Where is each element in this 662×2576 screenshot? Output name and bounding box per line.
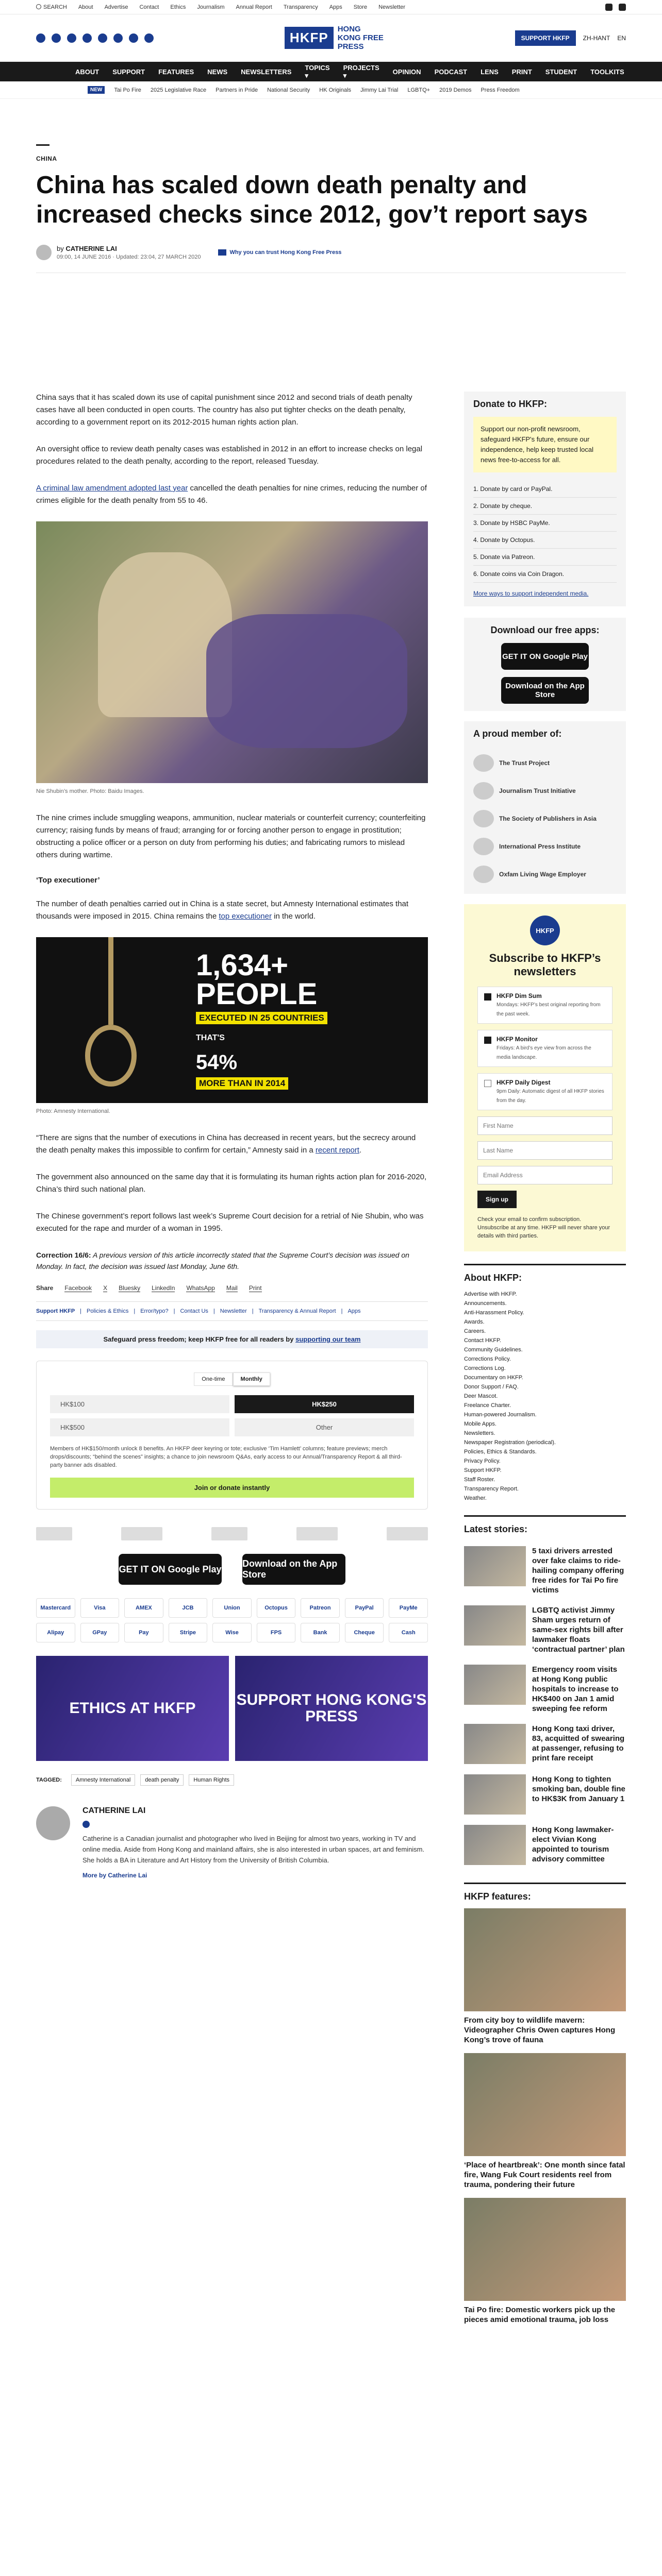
about-link[interactable]: Corrections Policy. bbox=[464, 1356, 511, 1362]
telegram-icon[interactable] bbox=[144, 33, 154, 43]
story-item[interactable]: Hong Kong to tighten smoking ban, double fine to HK$3K from January 1 bbox=[464, 1769, 626, 1820]
share-bluesky[interactable]: Bluesky bbox=[119, 1284, 141, 1292]
story-thumbnail bbox=[464, 1605, 526, 1646]
paragraph: The government also announced on the same day that it is formulating its human rights action plan for 2016-2020, China’s third such national plan. bbox=[36, 1173, 427, 1194]
subheading: ‘Top executioner’ bbox=[36, 876, 100, 885]
topbar-link[interactable]: Apps bbox=[329, 4, 342, 10]
paragraph: The nine crimes include smuggling weapons, ammunition, nuclear materials or counterfeit currency; counterfeiting currency; raising funds by means of fraud; arranging for or forcing another person to engage in prostitution; obstructing a police officer or a person on duty from performing his duties; and fabricating rumors to mislead others during wartime. bbox=[36, 814, 426, 859]
member-logo: International Press Institute bbox=[473, 836, 617, 857]
nav-item[interactable]: NEWSLETTERS bbox=[241, 67, 292, 76]
latest-stories bbox=[464, 1515, 626, 1870]
about-link[interactable]: Weather. bbox=[464, 1495, 487, 1501]
newsletter-fineprint: Check your email to confirm subscription. Unsubscribe at any time. HKFP will never share your details with third parties. bbox=[477, 1216, 610, 1239]
payment-logo: Bank bbox=[301, 1623, 340, 1642]
story-thumbnail bbox=[464, 1825, 526, 1865]
topbar-link[interactable]: Annual Report bbox=[236, 4, 272, 10]
first-name-field[interactable] bbox=[477, 1116, 613, 1135]
payment-logo: Stripe bbox=[169, 1623, 208, 1642]
paragraph: A criminal law amendment adopted last year cancelled the death penalties for nine crimes, reducing the number of crimes eligible for the death penalty from 55 to 46. bbox=[36, 484, 427, 505]
latest-title: Latest stories: bbox=[464, 1515, 626, 1541]
topbar-link[interactable]: Store bbox=[353, 4, 368, 10]
author-photo bbox=[36, 1806, 70, 1840]
correction-note: Correction 16/6: A previous version of this article incorrectly stated that the Supreme Court’s decision was issued on Monday. In fact, the decision was issued last Monday, June 6th. bbox=[36, 1251, 409, 1270]
story-thumbnail bbox=[464, 1665, 526, 1705]
more-ways-link[interactable]: More ways to support independent media. bbox=[473, 590, 589, 597]
google-play-badge[interactable]: GET IT ON Google Play bbox=[501, 643, 589, 670]
app-store-badge[interactable]: Download on the App Store bbox=[501, 677, 589, 704]
search-icon bbox=[36, 4, 41, 9]
amount-option[interactable]: HK$100 bbox=[50, 1395, 229, 1413]
share-bar: Share Facebook X Bluesky LinkedIn WhatsApp Mail Print bbox=[36, 1284, 262, 1292]
sopa-logo bbox=[211, 1527, 247, 1540]
apps-section bbox=[464, 618, 626, 711]
google-play-badge[interactable]: GET IT ON Google Play bbox=[119, 1554, 222, 1585]
signup-button[interactable]: Sign up bbox=[477, 1191, 517, 1208]
story-item[interactable]: Hong Kong taxi driver, 83, acquitted of swearing at passenger, refusing to print fare receipt bbox=[464, 1719, 626, 1769]
facebook-icon[interactable] bbox=[36, 33, 45, 43]
member-logo: The Trust Project bbox=[473, 753, 617, 773]
payment-logo: FPS bbox=[257, 1623, 296, 1642]
jti-logo bbox=[121, 1527, 162, 1540]
story-thumbnail bbox=[464, 1774, 526, 1815]
checkbox-checked[interactable] bbox=[484, 993, 491, 1001]
about-title: About HKFP: bbox=[464, 1264, 626, 1290]
footer-link[interactable]: Apps bbox=[347, 1308, 361, 1314]
about-link[interactable]: Contact HKFP. bbox=[464, 1337, 501, 1344]
x-icon[interactable] bbox=[52, 33, 61, 43]
tag[interactable]: Human Rights bbox=[189, 1774, 234, 1786]
tag[interactable]: Amnesty International bbox=[71, 1774, 135, 1786]
payment-logo: Cash bbox=[389, 1623, 428, 1642]
support-banner[interactable]: SUPPORT HONG KONG'S PRESS bbox=[235, 1656, 428, 1761]
payment-logo: PayPal bbox=[345, 1598, 384, 1618]
about-link[interactable]: Newsletters. bbox=[464, 1430, 495, 1436]
byline bbox=[36, 245, 626, 260]
whatsapp-icon[interactable] bbox=[129, 33, 138, 43]
trending-item[interactable]: 2025 Legislative Race bbox=[150, 87, 207, 93]
payment-logo: Mastercard bbox=[36, 1598, 75, 1618]
story-thumbnail bbox=[464, 1724, 526, 1764]
donate-intro: Support our non-profit newsroom, safeguard HKFP's future, ensure our independence, help keep trusted local news free-to-access for all. bbox=[473, 417, 617, 472]
nav-item[interactable]: OPINION bbox=[392, 67, 421, 76]
amount-options bbox=[50, 1395, 414, 1436]
newsletter-option[interactable]: HKFP Dim Sum Mondays: HKFP’s best original reporting from the past week. bbox=[477, 987, 613, 1024]
paragraph: An oversight office to review death penalty cases was established in 2012 in an effort to increase checks on legal procedures related to the death penalty, according to the report, released Tuesday. bbox=[36, 445, 423, 466]
story-item[interactable]: LGBTQ activist Jimmy Sham urges return of same-sex rights bill after lawmaker floats ‘contractual partner’ plan bbox=[464, 1600, 626, 1659]
about-link[interactable]: Privacy Policy. bbox=[464, 1458, 501, 1464]
footer-link[interactable]: Transparency & Annual Report bbox=[258, 1308, 336, 1314]
member-logo: The Society of Publishers in Asia bbox=[473, 808, 617, 829]
donate-option[interactable]: 3. Donate by HSBC PayMe. bbox=[473, 515, 617, 532]
payment-methods bbox=[36, 1598, 428, 1642]
donate-option[interactable]: 2. Donate by cheque. bbox=[473, 498, 617, 515]
frequency-toggle bbox=[50, 1372, 414, 1386]
site-logo[interactable] bbox=[285, 25, 384, 51]
about-link[interactable]: Support HKFP. bbox=[464, 1467, 502, 1473]
feature-image bbox=[464, 1908, 626, 2011]
member-logo: Journalism Trust Initiative bbox=[473, 781, 617, 801]
payment-logo: Cheque bbox=[345, 1623, 384, 1642]
topbar-link[interactable]: About bbox=[78, 4, 93, 10]
membership-note: Members of HK$150/month unlock 8 benefits. An HKFP deer keyring or tote; exclusive ‘Tim Hamlett’ columns; feature previews; merch drops/discounts; “behind the scenes” insights; a chance to join newsroom Q&As, early access to our Annual/Transparency Report & all third-party banner ads disabled. bbox=[50, 1446, 402, 1468]
paragraph: China says that it has scaled down its use of capital punishment since 2012 and second trials of death penalty cases have all been conducted in open courts. The country has also put tighter checks on the death penalty, according to a government report on its 2012-2015 human rights action plan. bbox=[36, 393, 412, 427]
about-link[interactable]: Careers. bbox=[464, 1328, 486, 1334]
nav-item[interactable]: STUDENT bbox=[545, 67, 577, 76]
story-item[interactable]: Emergency room visits at Hong Kong public hospitals to increase to HK$400 on Jan 1 amid sweeping fee reform bbox=[464, 1659, 626, 1719]
share-linkedin[interactable]: LinkedIn bbox=[152, 1284, 175, 1292]
about-link[interactable]: Human-powered Journalism. bbox=[464, 1412, 537, 1418]
nav-item[interactable]: LENS bbox=[481, 67, 499, 76]
donate-option[interactable]: 5. Donate via Patreon. bbox=[473, 549, 617, 566]
topbar-link[interactable]: Advertise bbox=[104, 4, 128, 10]
author-box bbox=[36, 1806, 428, 1879]
google-news-icon bbox=[218, 249, 226, 256]
nav-item[interactable]: SUPPORT bbox=[112, 67, 145, 76]
new-badge: NEW bbox=[88, 86, 105, 94]
email-field[interactable] bbox=[477, 1166, 613, 1184]
join-donate-button[interactable]: Join or donate instantly bbox=[50, 1478, 414, 1498]
youtube-icon[interactable] bbox=[82, 33, 92, 43]
payment-logo: Pay bbox=[124, 1623, 163, 1642]
last-name-field[interactable] bbox=[477, 1141, 613, 1160]
footer-link[interactable]: Policies & Ethics bbox=[87, 1308, 129, 1314]
trending-item[interactable]: Jimmy Lai Trial bbox=[360, 87, 399, 93]
checkbox-checked[interactable] bbox=[484, 1037, 491, 1044]
author-avatar bbox=[36, 245, 52, 260]
about-link[interactable]: Deer Mascot. bbox=[464, 1393, 498, 1399]
donate-option[interactable]: 4. Donate by Octopus. bbox=[473, 532, 617, 549]
newsletter-option[interactable]: HKFP Monitor Fridays: A bird’s eye view from across the media landscape. bbox=[477, 1030, 613, 1067]
trending-item[interactable]: 2019 Demos bbox=[439, 87, 472, 93]
donation-widget bbox=[36, 1361, 428, 1510]
feature-image bbox=[464, 2053, 626, 2156]
member-title: A proud member of: bbox=[473, 728, 562, 739]
about-link[interactable]: Freelance Charter. bbox=[464, 1402, 511, 1409]
facebook-icon[interactable] bbox=[82, 1821, 90, 1828]
tag[interactable]: death penalty bbox=[140, 1774, 184, 1786]
ethics-banner[interactable]: ETHICS AT HKFP bbox=[36, 1656, 229, 1761]
donate-section bbox=[464, 392, 626, 606]
features-title: HKFP features: bbox=[464, 1883, 626, 1908]
about-link[interactable]: Anti-Harassment Policy. bbox=[464, 1310, 524, 1316]
english-link[interactable]: EN bbox=[617, 34, 626, 42]
account-icon[interactable] bbox=[605, 4, 613, 11]
nav-item[interactable]: NEWS bbox=[207, 67, 228, 76]
infographic-stats: 1,634+ PEOPLE EXECUTED IN 25 COUNTRIES THAT'S 54% MORE THAN IN 2014 bbox=[191, 951, 327, 1090]
about-link[interactable]: Staff Roster. bbox=[464, 1477, 495, 1483]
article-body bbox=[36, 392, 428, 1879]
promo-banners bbox=[36, 1656, 428, 1761]
author-link[interactable]: CATHERINE LAI bbox=[65, 245, 117, 252]
hkfp-logo: HKFP bbox=[530, 916, 560, 945]
nav-item[interactable]: PODCAST bbox=[434, 67, 468, 76]
support-hkfp-button[interactable]: SUPPORT HKFP bbox=[515, 30, 576, 46]
nav-item[interactable]: TOPICS ▾ bbox=[305, 63, 330, 79]
category-rule bbox=[36, 144, 49, 146]
share-x[interactable]: X bbox=[103, 1284, 108, 1292]
payment-logo: JCB bbox=[169, 1598, 208, 1618]
topbar-link[interactable]: Transparency bbox=[283, 4, 318, 10]
about-link[interactable]: Announcements. bbox=[464, 1300, 507, 1307]
language-switch[interactable]: ZH-HANT bbox=[583, 34, 610, 42]
payment-logo: GPay bbox=[80, 1623, 120, 1642]
footer-link[interactable]: Error/typo? bbox=[140, 1308, 169, 1314]
app-store-badge[interactable]: Download on the App Store bbox=[242, 1554, 345, 1585]
bluesky-icon[interactable] bbox=[113, 33, 123, 43]
member-section bbox=[464, 721, 626, 894]
checkbox-unchecked[interactable] bbox=[484, 1080, 491, 1087]
instagram-icon[interactable] bbox=[67, 33, 76, 43]
nav-item[interactable]: PROJECTS ▾ bbox=[343, 63, 379, 79]
about-link[interactable]: Policies, Ethics & Standards. bbox=[464, 1449, 537, 1455]
author-name[interactable]: CATHERINE LAI bbox=[82, 1806, 146, 1815]
about-link[interactable]: Donor Support / FAQ. bbox=[464, 1384, 519, 1390]
story-item[interactable]: Hong Kong lawmaker-elect Vivian Kong appointed to tourism advisory committee bbox=[464, 1820, 626, 1870]
top-utility-bar bbox=[0, 0, 662, 14]
payment-logo: Visa bbox=[80, 1598, 120, 1618]
logo-text: HONG KONG FREE PRESS bbox=[337, 25, 384, 51]
noose-illustration bbox=[36, 937, 191, 1103]
inline-link[interactable]: top executioner bbox=[219, 912, 272, 921]
article-photo bbox=[36, 521, 428, 783]
share-mail[interactable]: Mail bbox=[226, 1284, 238, 1292]
payment-logo: AMEX bbox=[124, 1598, 163, 1618]
photo-caption: Nie Shubin’s mother. Photo: Baidu Images. bbox=[36, 788, 144, 794]
safeguard-banner: Safeguard press freedom; keep HKFP free for all readers by supporting our team bbox=[36, 1330, 428, 1348]
amount-option[interactable]: HK$500 bbox=[50, 1418, 229, 1436]
about-link[interactable]: Documentary on HKFP. bbox=[464, 1375, 523, 1381]
article-date: 09:00, 14 JUNE 2016 · Updated: 23:04, 27 MARCH 2020 bbox=[57, 254, 201, 260]
trending-item[interactable]: LGBTQ+ bbox=[407, 87, 431, 93]
amount-option-selected[interactable]: HK$250 bbox=[235, 1395, 414, 1413]
author-bio: Catherine is a Canadian journalist and photographer who lived in Beijing for almost two years, working in TV and online media. Aside from Hong Kong and mainland affairs, she is also interested in urban spaces, art and feminism. She holds a BA in Literature and Art History from the University of British Columbia. bbox=[82, 1835, 425, 1864]
amount-option-other[interactable]: Other bbox=[235, 1418, 414, 1436]
payment-logo: Union bbox=[212, 1598, 252, 1618]
trending-item[interactable]: Tai Po Fire bbox=[114, 87, 141, 93]
about-link[interactable]: Transparency Report. bbox=[464, 1486, 519, 1492]
about-section bbox=[464, 1264, 626, 1503]
search-link[interactable]: SEARCH bbox=[36, 4, 67, 10]
trust-project-logo bbox=[36, 1527, 72, 1540]
nav-item[interactable]: FEATURES bbox=[158, 67, 194, 76]
trending-item[interactable]: HK Originals bbox=[319, 87, 352, 93]
share-whatsapp[interactable]: WhatsApp bbox=[186, 1284, 215, 1292]
oxfam-logo bbox=[387, 1527, 428, 1540]
payment-logo: Alipay bbox=[36, 1623, 75, 1642]
donate-title: Donate to HKFP: bbox=[473, 399, 547, 409]
article-header bbox=[0, 144, 662, 273]
footer-link[interactable]: Contact Us bbox=[180, 1308, 208, 1314]
footer-links: Support HKFP | Policies & Ethics | Error/typo? | Contact Us | Newsletter | Transparency & Annual Report | Apps bbox=[36, 1301, 428, 1321]
logo-mark: HKFP bbox=[285, 27, 334, 49]
newsletter-title: Subscribe to HKFP’s newsletters bbox=[489, 952, 601, 978]
share-facebook[interactable]: Facebook bbox=[64, 1284, 92, 1292]
monthly-tab[interactable]: Monthly bbox=[233, 1372, 270, 1386]
menu-icon[interactable] bbox=[619, 4, 626, 11]
site-header bbox=[0, 14, 662, 62]
about-link[interactable]: Newspaper Registration (periodical). bbox=[464, 1439, 556, 1446]
support-team-link[interactable]: supporting our team bbox=[295, 1335, 361, 1343]
feature-item[interactable]: From city boy to wildlife mavern: Videographer Chris Owen captures Hong Kong’s trove of fauna bbox=[464, 1908, 626, 2045]
topbar-icons bbox=[605, 4, 626, 11]
author-line: by CATHERINE LAI bbox=[57, 245, 117, 252]
donate-option[interactable]: 1. Donate by card or PayPal. bbox=[473, 481, 617, 498]
topbar-link[interactable]: Newsletter bbox=[378, 4, 406, 10]
payment-logo: Octopus bbox=[257, 1598, 296, 1618]
about-link[interactable]: Advertise with HKFP. bbox=[464, 1291, 517, 1297]
photo-caption: Photo: Amnesty International. bbox=[36, 1108, 110, 1114]
share-print[interactable]: Print bbox=[249, 1284, 262, 1292]
about-link[interactable]: Mobile Apps. bbox=[464, 1421, 496, 1427]
inline-link[interactable]: recent report bbox=[315, 1146, 359, 1155]
feature-image bbox=[464, 2198, 626, 2301]
story-thumbnail bbox=[464, 1546, 526, 1586]
more-by-author-link[interactable]: More by Catherine Lai bbox=[82, 1872, 147, 1879]
article-category[interactable]: CHINA bbox=[36, 155, 57, 162]
apps-title: Download our free apps: bbox=[490, 625, 600, 635]
footer-link[interactable]: Newsletter bbox=[220, 1308, 247, 1314]
amnesty-infographic bbox=[36, 937, 428, 1103]
nav-item[interactable]: ABOUT bbox=[75, 67, 100, 76]
threads-icon[interactable] bbox=[98, 33, 107, 43]
feature-item[interactable]: Tai Po fire: Domestic workers pick up the pieces amid emotional trauma, job loss bbox=[464, 2198, 626, 2325]
newsletter-signup bbox=[464, 904, 626, 1251]
ipi-logo bbox=[296, 1527, 338, 1540]
article-title: China has scaled down death penalty and increased checks since 2012, gov’t report says bbox=[36, 172, 588, 228]
feature-item[interactable]: ‘Place of heartbreak’: One month since fatal fire, Wang Fuk Court residents reel from trauma, pondering their future bbox=[464, 2053, 626, 2190]
payment-logo: PayMe bbox=[389, 1598, 428, 1618]
topbar-link[interactable]: Contact bbox=[139, 4, 159, 10]
newsletter-option[interactable]: HKFP Daily Digest 9pm Daily: Automatic digest of all HKFP stories from the day. bbox=[477, 1073, 613, 1110]
member-logo: Oxfam Living Wage Employer bbox=[473, 864, 617, 885]
paragraph: The number of death penalties carried out in China is a state secret, but Amnesty International estimates that thousands were imposed in 2015. China remains the top executioner in the world. bbox=[36, 900, 409, 921]
donate-option[interactable]: 6. Donate coins via Coin Dragon. bbox=[473, 566, 617, 583]
one-time-tab[interactable]: One-time bbox=[194, 1372, 233, 1386]
trending-item[interactable]: National Security bbox=[267, 87, 310, 93]
paragraph: The Chinese government’s report follows last week’s Supreme Court decision for a retrial of Nie Shubin, who was executed for the rape and murder of a woman in 1995. bbox=[36, 1212, 424, 1233]
trending-item[interactable]: Partners in Pride bbox=[216, 87, 258, 93]
about-link[interactable]: Awards. bbox=[464, 1319, 485, 1325]
member-logos bbox=[36, 1527, 428, 1540]
main-nav bbox=[0, 62, 662, 81]
story-item[interactable]: 5 taxi drivers arrested over fake claims to ride-hailing company offering free rides for Tai Po fire victims bbox=[464, 1541, 626, 1600]
payment-logo: Patreon bbox=[301, 1598, 340, 1618]
trust-link[interactable]: Why you can trust Hong Kong Free Press bbox=[218, 249, 341, 256]
about-link[interactable]: Community Guidelines. bbox=[464, 1347, 523, 1353]
footer-link[interactable]: Support HKFP bbox=[36, 1308, 75, 1314]
social-links bbox=[36, 33, 154, 43]
app-badges bbox=[36, 1554, 428, 1585]
nav-item[interactable]: TOOLKITS bbox=[590, 67, 624, 76]
sidebar bbox=[464, 392, 626, 2333]
trending-item[interactable]: Press Freedom bbox=[481, 87, 520, 93]
header-right bbox=[515, 30, 626, 46]
paragraph: “There are signs that the number of executions in China has decreased in recent years, but the secrecy around the death penalty makes this impossible to confirm for certain,” Amnesty said in a recent report. bbox=[36, 1133, 416, 1155]
about-link[interactable]: Corrections Log. bbox=[464, 1365, 506, 1371]
trending-bar bbox=[0, 81, 662, 99]
topbar-link[interactable]: Ethics bbox=[170, 4, 186, 10]
topbar-link[interactable]: Journalism bbox=[197, 4, 225, 10]
nav-item[interactable]: PRINT bbox=[511, 67, 532, 76]
inline-link[interactable]: A criminal law amendment adopted last year bbox=[36, 484, 188, 493]
tags: TAGGED: Amnesty International death penalty Human Rights bbox=[36, 1774, 428, 1786]
payment-logo: Wise bbox=[212, 1623, 252, 1642]
hkfp-features bbox=[464, 1883, 626, 2325]
